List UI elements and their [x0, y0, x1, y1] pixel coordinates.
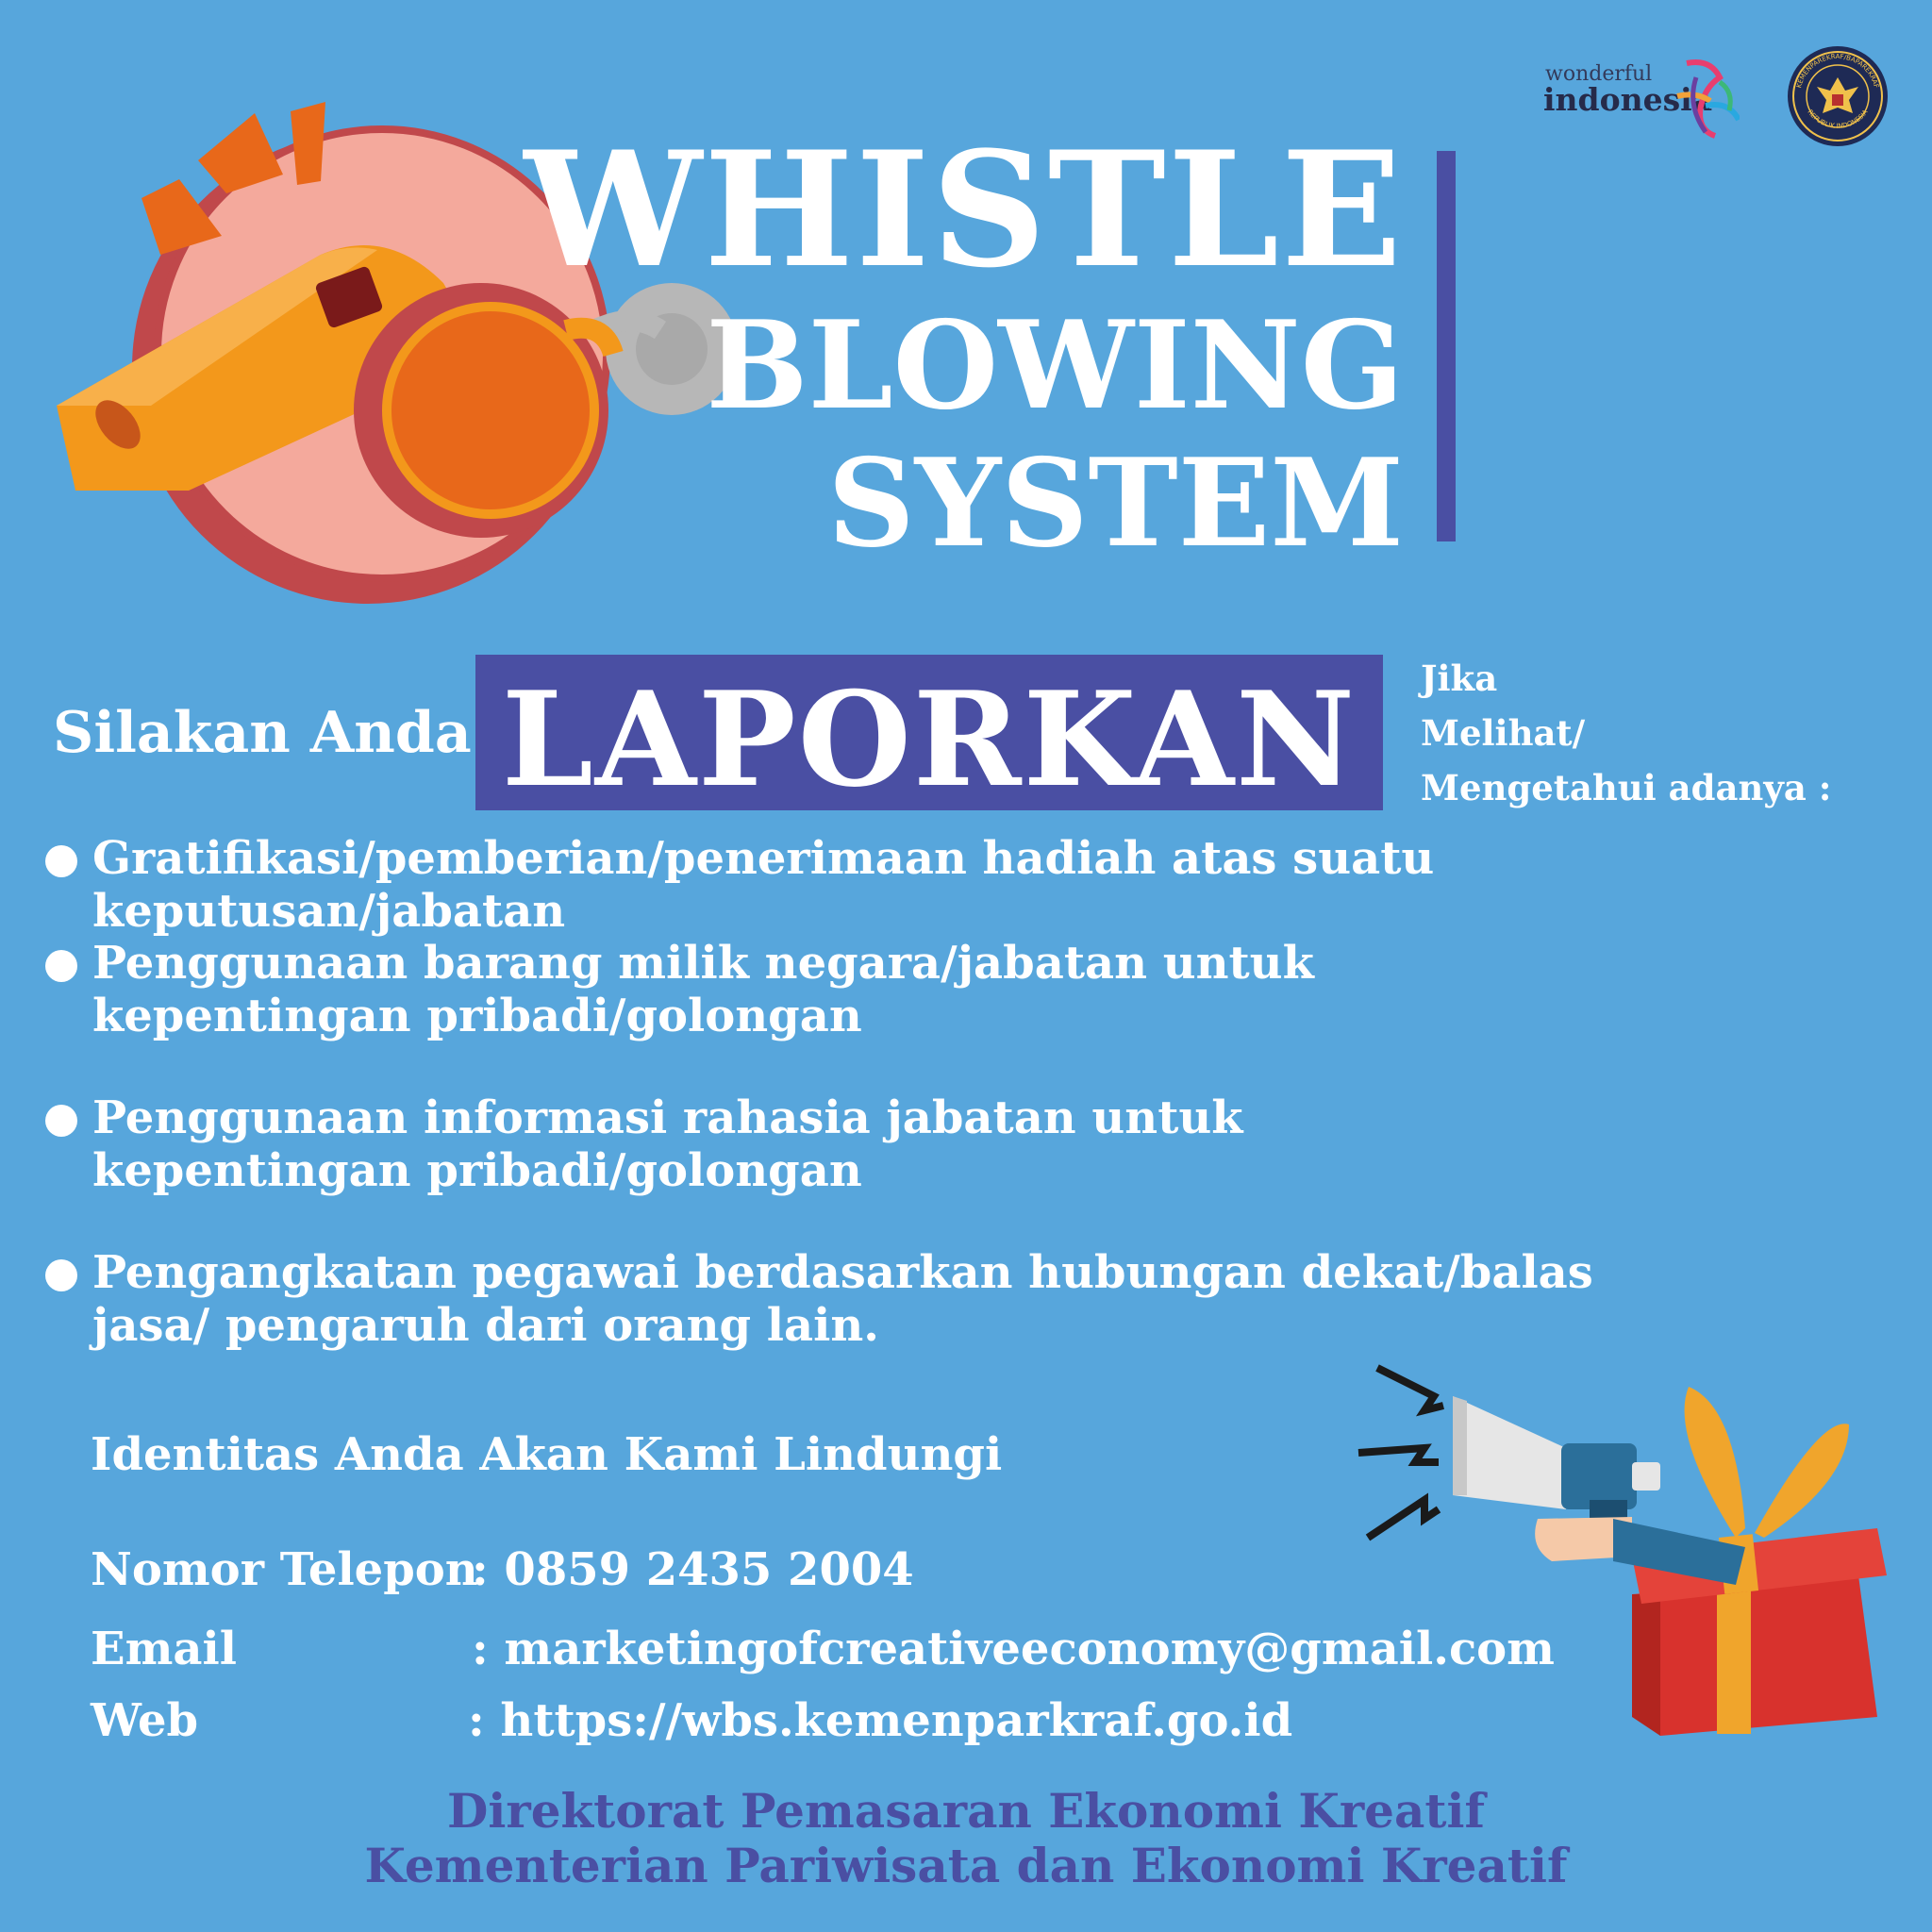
- report-item-text: Penggunaan informasi rahasia jabatan untuk kepentingan pribadi/golongan: [92, 1091, 1243, 1197]
- laporkan-banner: [475, 655, 1383, 816]
- title-line-1: WHISTLE: [524, 116, 1404, 303]
- title-divider: [1437, 151, 1456, 541]
- seal-bottom-text: REPUBLIK INDONESIA: [1806, 108, 1870, 130]
- bullet-icon: [45, 845, 77, 877]
- title-block: [524, 116, 1404, 575]
- megaphone-gift-illustration: [1349, 1358, 1896, 1736]
- report-item-text: Penggunaan barang milik negara/jabatan untuk kepentingan pribadi/golongan: [92, 937, 1314, 1042]
- laporkan-text: LAPORKAN: [501, 662, 1357, 816]
- report-item-text: Gratifikasi/pemberian/penerimaan hadiah atas suatu keputusan/jabatan: [92, 832, 1435, 938]
- call-trail-line-3: Mengetahui adanya :: [1421, 767, 1832, 808]
- government-seal-icon: [1787, 45, 1889, 147]
- wonderful-logo-big: indonesia: [1543, 81, 1713, 118]
- call-trail: [1421, 651, 1831, 815]
- protection-note: Identitas Anda Akan Kami Lindungi: [91, 1428, 1003, 1481]
- web-label: Web: [91, 1694, 199, 1747]
- title-line-3: SYSTEM: [827, 433, 1404, 575]
- email-value: : marketingofcreativeeconomy@gmail.com: [472, 1623, 1555, 1675]
- call-trail-line-2: Melihat/: [1421, 712, 1586, 754]
- bullet-icon: [45, 950, 77, 982]
- call-lead: Silakan Anda: [53, 700, 472, 766]
- phone-label: Nomor Telepon: [91, 1543, 478, 1596]
- call-trail-line-1: Jika: [1421, 658, 1498, 699]
- bullet-icon: [45, 1105, 77, 1137]
- report-item-text: Pengangkatan pegawai berdasarkan hubungan dekat/balas jasa/ pengaruh dari orang lain.: [92, 1246, 1593, 1352]
- title-line-2: BLOWING: [706, 295, 1404, 437]
- wonderful-indonesia-icon: [1545, 49, 1740, 145]
- seal-top-text: KEMENPAREKRAF/BAPAREKRAF: [1795, 52, 1880, 90]
- email-label: Email: [91, 1623, 237, 1675]
- phone-value: : 0859 2435 2004: [472, 1543, 914, 1596]
- footer-line-2: Kementerian Pariwisata dan Ekonomi Kreatif: [364, 1838, 1568, 1893]
- footer-line-1: Direktorat Pemasaran Ekonomi Kreatif: [447, 1783, 1485, 1839]
- web-value: : https://wbs.kemenparkraf.go.id: [468, 1694, 1293, 1747]
- bullet-icon: [45, 1259, 77, 1291]
- wonderful-logo-small: wonderful: [1545, 62, 1653, 86]
